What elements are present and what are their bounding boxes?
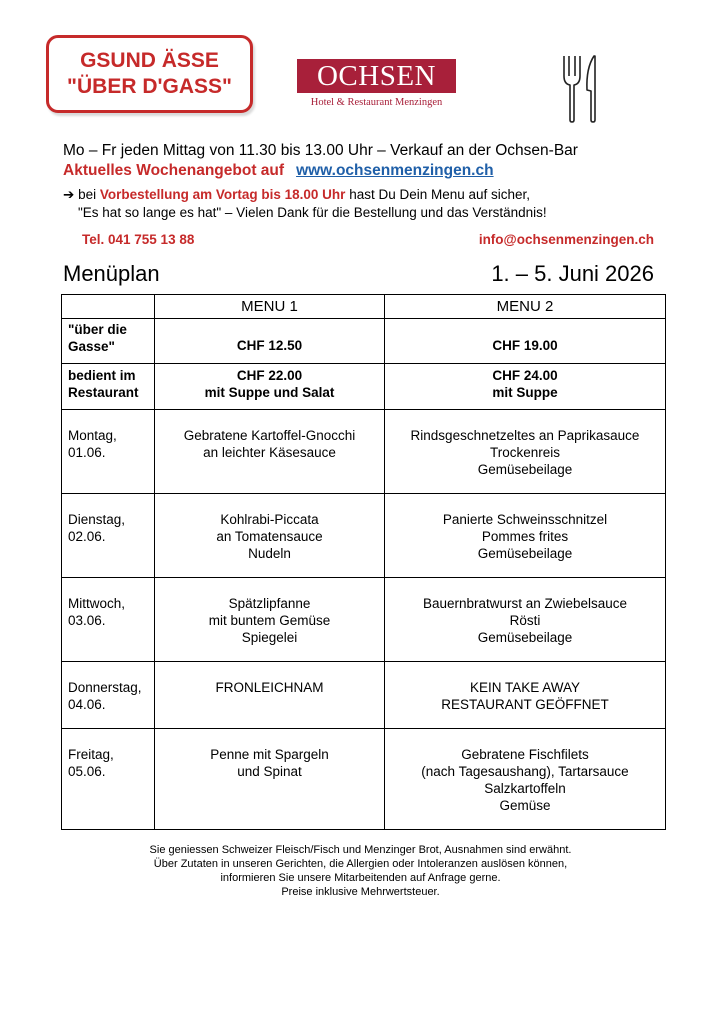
arrow-right-icon: ➔ [63, 187, 75, 202]
price-label-gasse: "über die Gasse" [62, 319, 155, 364]
day-label: Donnerstag, 04.06. [62, 662, 155, 729]
day-row [62, 578, 666, 662]
day-menu2: Rindsgeschnetzeltes an Paprikasauce Trockenreis Gemüsebeilage [385, 410, 666, 494]
day-menu1: Gebratene Kartoffel-Gnocchi an leichter Käsesauce [155, 410, 385, 494]
header-menu2: MENU 2 [385, 295, 666, 319]
takeaway-badge [46, 35, 253, 113]
weekly-offer [63, 162, 494, 180]
day-menu1: Spätzlipfanne mit buntem Gemüse Spiegelei [155, 578, 385, 662]
ochsen-logo [297, 59, 456, 108]
price-restaurant-menu2: CHF 24.00 mit Suppe [385, 364, 666, 410]
preorder-suffix: hast Du Dein Menu auf sicher, [345, 187, 531, 202]
day-menu2: Bauernbratwurst an Zwiebelsauce Rösti Gemüsebeilage [385, 578, 666, 662]
email-address[interactable]: info@ochsenmenzingen.ch [478, 232, 654, 247]
header-menu1: MENU 1 [155, 295, 385, 319]
price-row-restaurant [62, 364, 666, 410]
day-menu1: Penne mit Spargeln und Spinat [155, 729, 385, 830]
price-row-gasse [62, 319, 666, 364]
thanks-note: "Es hat so lange es hat" – Vielen Dank für die Bestellung und das Verständnis! [78, 205, 547, 220]
day-row [62, 410, 666, 494]
preorder-highlight: Vorbestellung am Vortag bis 18.00 Uhr [99, 187, 346, 202]
preorder-note [63, 187, 530, 203]
date-range: 1. – 5. Juni 2026 [491, 261, 654, 286]
badge-line-1: GSUND ÄSSE [80, 49, 219, 72]
footer-line-2: Über Zutaten in unseren Gerichten, die Allergien oder Intoleranzen auslösen können, [153, 858, 568, 870]
menu-table [61, 294, 666, 830]
opening-hours: Mo – Fr jeden Mittag von 11.30 bis 13.00 Uhr – Verkauf an der Ochsen-Bar [63, 142, 578, 159]
day-menu2: KEIN TAKE AWAY RESTAURANT GEÖFFNET [385, 662, 666, 729]
day-menu1: FRONLEICHNAM [155, 662, 385, 729]
badge-line-2: "ÜBER D'GASS" [67, 75, 232, 98]
price-label-restaurant: bedient im Restaurant [62, 364, 155, 410]
cutlery-icon [558, 54, 602, 124]
day-row [62, 494, 666, 578]
footer-line-4: Preise inklusive Mehrwertsteuer. [281, 886, 440, 898]
phone-number: Tel. 041 755 13 88 [82, 232, 195, 247]
day-label: Montag, 01.06. [62, 410, 155, 494]
price-gasse-menu2: CHF 19.00 [385, 319, 666, 364]
day-menu2: Panierte Schweinsschnitzel Pommes frites Gemüsebeilage [385, 494, 666, 578]
day-menu1: Kohlrabi-Piccata an Tomatensauce Nudeln [155, 494, 385, 578]
day-row [62, 662, 666, 729]
day-label: Mittwoch, 03.06. [62, 578, 155, 662]
page-title: Menüplan [63, 261, 160, 286]
day-label: Freitag, 05.06. [62, 729, 155, 830]
day-menu2: Gebratene Fischfilets (nach Tagesaushang), Tartarsauce Salzkartoffeln Gemüse [385, 729, 666, 830]
price-gasse-menu1: CHF 12.50 [155, 319, 385, 364]
table-header-row [62, 295, 666, 319]
header-empty-cell [62, 295, 155, 319]
footer-notes [0, 843, 721, 899]
day-row [62, 729, 666, 830]
price-restaurant-menu1: CHF 22.00 mit Suppe und Salat [155, 364, 385, 410]
preorder-prefix: bei [78, 187, 100, 202]
logo-subtitle: Hotel & Restaurant Menzingen [310, 97, 443, 108]
footer-line-1: Sie geniessen Schweizer Fleisch/Fisch und Menzinger Brot, Ausnahmen sind erwähnt. [149, 844, 572, 856]
website-link[interactable]: www.ochsenmenzingen.ch [296, 162, 494, 179]
day-label: Dienstag, 02.06. [62, 494, 155, 578]
footer-line-3: informieren Sie unsere Mitarbeitenden auf Anfrage gerne. [220, 872, 501, 884]
logo-name: OCHSEN [297, 59, 456, 93]
weekly-offer-label: Aktuelles Wochenangebot auf [63, 162, 285, 179]
